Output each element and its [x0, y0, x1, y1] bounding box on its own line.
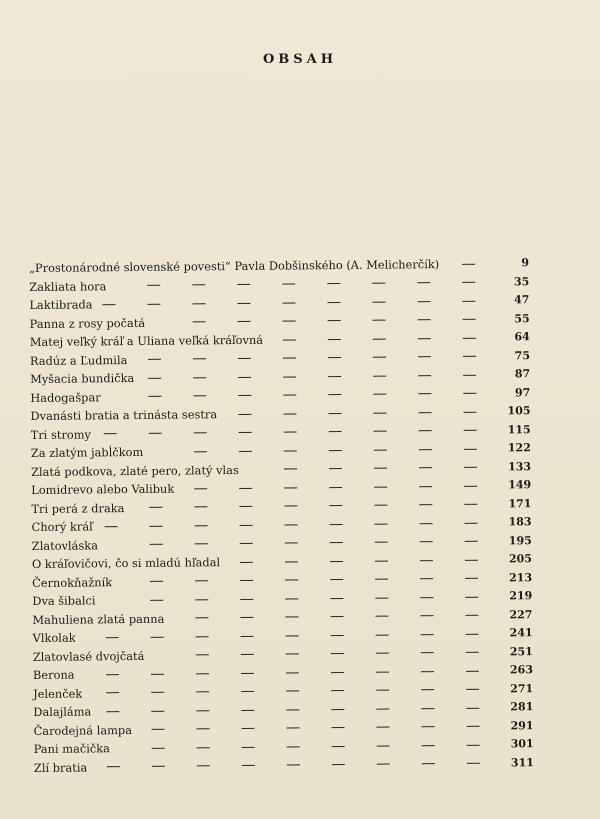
leader-dash — [196, 673, 209, 674]
toc-entry — [34, 754, 534, 777]
leader-dash — [464, 467, 477, 468]
leader-dash — [147, 303, 160, 304]
leader-dash — [418, 412, 431, 413]
leader-dash — [331, 709, 344, 710]
leader-dash — [330, 542, 343, 543]
leader-dash — [466, 652, 479, 653]
leader-dash — [422, 745, 435, 746]
leader-dash — [375, 597, 388, 598]
leader-dash — [287, 746, 300, 747]
leader-dash — [241, 710, 254, 711]
toc-page-number: 47 — [514, 293, 530, 307]
toc-page-number: 97 — [514, 385, 531, 399]
leader-dash — [242, 765, 255, 766]
leader-dash — [375, 523, 388, 524]
leader-dash — [466, 707, 479, 708]
leader-dash — [282, 284, 295, 285]
toc-entry-title: Berona — [32, 667, 75, 682]
leader-dash — [242, 728, 255, 729]
toc-entry-title: Chorý kráľ — [31, 519, 93, 534]
leader-dash — [239, 451, 252, 452]
toc-entry-title: Dva šibalci — [32, 593, 96, 608]
leader-dash — [329, 450, 342, 451]
leader-dash — [238, 395, 251, 396]
leader-dash — [420, 541, 433, 542]
toc-page-number: 195 — [508, 533, 532, 547]
leader-dash — [419, 467, 432, 468]
leader-dash — [374, 468, 387, 469]
leader-dash — [421, 652, 434, 653]
leader-dash — [466, 633, 479, 634]
leader-dash — [237, 284, 250, 285]
leader-dash — [375, 542, 388, 543]
leader-dash — [463, 319, 476, 320]
leader-dash — [328, 413, 341, 414]
leader-dash — [464, 485, 477, 486]
leader-dash — [192, 285, 205, 286]
leader-dash — [284, 506, 297, 507]
leader-dash — [373, 338, 386, 339]
toc-entry-title: Tri perá z draka — [31, 500, 125, 516]
toc-page-number: 227 — [509, 607, 533, 621]
leader-dash — [194, 433, 207, 434]
toc-entry-title: O kráľovičovi, čo si mladú hľadal — [31, 555, 221, 571]
leader-dash — [373, 394, 386, 395]
leader-dash — [422, 763, 435, 764]
leader-dash — [241, 654, 254, 655]
leader-dash — [377, 764, 390, 765]
leader-dash — [374, 449, 387, 450]
toc-page-number: 291 — [510, 718, 534, 732]
leader-dash — [328, 339, 341, 340]
leader-dash — [418, 356, 431, 357]
leader-dash — [240, 599, 253, 600]
leader-dash — [419, 486, 432, 487]
leader-dash — [417, 282, 430, 283]
toc-page-number: 281 — [510, 700, 534, 714]
leader-dash — [376, 634, 389, 635]
leader-dash — [240, 580, 253, 581]
leader-dash — [463, 374, 476, 375]
leader-dash — [197, 747, 210, 748]
leader-dash — [465, 522, 478, 523]
leader-dash — [194, 488, 207, 489]
toc-page-number: 263 — [509, 663, 534, 677]
leader-dash — [240, 543, 253, 544]
leader-dash — [330, 524, 343, 525]
leader-dash — [151, 673, 164, 674]
leader-dash — [150, 525, 163, 526]
leader-dash — [104, 433, 117, 434]
leader-dash — [376, 671, 389, 672]
toc-entry-title: Tri stromy — [30, 426, 92, 442]
leader-dash — [328, 320, 341, 321]
leader-dash — [373, 320, 386, 321]
leader-dash — [330, 598, 343, 599]
leader-dash — [467, 763, 480, 764]
toc-page-number: 219 — [509, 589, 533, 603]
toc-page-number: 55 — [514, 311, 530, 325]
leader-dash — [421, 708, 434, 709]
toc-entry-title: Dalajláma — [33, 704, 92, 719]
toc-entry-title: Vlkolak — [32, 630, 76, 645]
leader-dash — [151, 710, 164, 711]
leader-dash — [374, 505, 387, 506]
leader-dash — [420, 578, 433, 579]
toc-page-number: 183 — [508, 515, 532, 529]
leader-dash — [329, 468, 342, 469]
toc-leader-dashes — [462, 255, 475, 274]
leader-dash — [463, 393, 476, 394]
leader-dash — [106, 692, 119, 693]
toc-entry-title: Zlí bratia — [33, 759, 88, 775]
leader-dash — [196, 655, 209, 656]
leader-dash — [377, 745, 390, 746]
leader-dash — [375, 579, 388, 580]
toc-page-number: 133 — [507, 459, 532, 473]
leader-dash — [421, 689, 434, 690]
leader-dash — [286, 672, 299, 673]
leader-dash — [106, 674, 119, 675]
toc-entry-title: Dvanásti bratia a trinásta sestra — [30, 407, 218, 423]
leader-dash — [418, 319, 431, 320]
leader-dash — [283, 321, 296, 322]
leader-dash — [239, 432, 252, 433]
leader-dash — [192, 303, 205, 304]
leader-dash — [148, 377, 161, 378]
leader-dash — [331, 672, 344, 673]
table-of-contents — [29, 254, 534, 777]
leader-dash — [106, 711, 119, 712]
leader-dash — [419, 449, 432, 450]
leader-dash — [285, 617, 298, 618]
toc-page-number: 241 — [509, 626, 533, 640]
leader-dash — [197, 766, 210, 767]
leader-dash — [332, 727, 345, 728]
leader-dash — [465, 559, 478, 560]
leader-dash — [330, 616, 343, 617]
leader-dash — [283, 376, 296, 377]
leader-dash — [283, 395, 296, 396]
toc-page-number: 213 — [509, 570, 533, 584]
leader-dash — [376, 708, 389, 709]
leader-dash — [152, 747, 165, 748]
leader-dash — [284, 469, 297, 470]
leader-dash — [147, 285, 160, 286]
leader-dash — [377, 727, 390, 728]
toc-page-number: 35 — [513, 274, 530, 288]
toc-entry-title: Lomidrevo alebo Valibuk — [31, 481, 175, 497]
toc-entry-title: Zlatovláska — [31, 537, 99, 553]
leader-dash — [285, 543, 298, 544]
leader-dash — [331, 653, 344, 654]
toc-entry-title: Jelenček — [33, 686, 83, 701]
toc-leader-dashes — [238, 403, 476, 424]
leader-dash — [195, 544, 208, 545]
leader-dash — [375, 560, 388, 561]
toc-entry-title: Radúz a Ľudmila — [29, 352, 128, 368]
leader-dash — [195, 599, 208, 600]
leader-dash — [150, 599, 163, 600]
toc-entry-title: Čarodejná lampa — [33, 722, 133, 738]
leader-dash — [195, 581, 208, 582]
leader-dash — [328, 394, 341, 395]
leader-dash — [194, 507, 207, 508]
leader-dash — [286, 635, 299, 636]
leader-dash — [421, 671, 434, 672]
leader-dash — [286, 691, 299, 692]
leader-dash — [372, 283, 385, 284]
toc-entry-title: Myšacia bundička — [30, 370, 135, 386]
leader-dash — [376, 653, 389, 654]
leader-dash — [148, 359, 161, 360]
leader-dash — [332, 746, 345, 747]
leader-dash — [462, 300, 475, 301]
leader-dash — [238, 377, 251, 378]
leader-dash — [462, 263, 475, 264]
toc-entry-title: Hadogašpar — [30, 389, 101, 405]
leader-dash — [241, 673, 254, 674]
leader-dash — [193, 359, 206, 360]
leader-dash — [421, 634, 434, 635]
leader-dash — [285, 598, 298, 599]
leader-dash — [376, 690, 389, 691]
leader-dash — [284, 432, 297, 433]
leader-dash — [467, 744, 480, 745]
toc-entry-title: Mahuliena zlatá panna — [32, 611, 165, 627]
leader-dash — [330, 561, 343, 562]
leader-dash — [149, 507, 162, 508]
leader-dash — [151, 692, 164, 693]
leader-dash — [193, 322, 206, 323]
toc-page-number: 115 — [507, 422, 531, 436]
leader-dash — [237, 303, 250, 304]
leader-dash — [283, 413, 296, 414]
leader-dash — [240, 617, 253, 618]
leader-dash — [372, 301, 385, 302]
leader-dash — [327, 283, 340, 284]
leader-dash — [329, 487, 342, 488]
leader-dash — [107, 766, 120, 767]
leader-dash — [329, 431, 342, 432]
leader-dash — [332, 764, 345, 765]
leader-dash — [193, 396, 206, 397]
leader-dash — [330, 579, 343, 580]
leader-dash — [373, 412, 386, 413]
toc-page-number: 311 — [510, 755, 534, 769]
leader-dash — [419, 504, 432, 505]
leader-dash — [465, 578, 478, 579]
toc-entry-title: Zlatovlasé dvojčatá — [32, 648, 145, 664]
toc-entry-title: Panna z rosy počatá — [29, 315, 146, 331]
leader-dash — [327, 302, 340, 303]
leader-dash — [463, 356, 476, 357]
leader-dash — [418, 338, 431, 339]
leader-dash — [150, 581, 163, 582]
leader-dash — [417, 301, 430, 302]
leader-dash — [284, 450, 297, 451]
leader-dash — [150, 544, 163, 545]
leader-dash — [282, 302, 295, 303]
toc-page-number: 301 — [510, 737, 534, 751]
toc-page-number: 87 — [514, 367, 531, 381]
leader-dash — [149, 433, 162, 434]
leader-dash — [465, 615, 478, 616]
leader-dash — [286, 709, 299, 710]
leader-dash — [285, 524, 298, 525]
leader-dash — [331, 635, 344, 636]
toc-page-number: 122 — [507, 441, 531, 455]
leader-dash — [422, 726, 435, 727]
leader-dash — [283, 339, 296, 340]
toc-page-number: 205 — [508, 552, 532, 566]
leader-dash — [462, 282, 475, 283]
leader-dash — [418, 393, 431, 394]
leader-dash — [194, 451, 207, 452]
toc-page-number: 271 — [510, 681, 534, 695]
leader-dash — [148, 396, 161, 397]
leader-dash — [287, 728, 300, 729]
leader-dash — [193, 377, 206, 378]
leader-dash — [196, 710, 209, 711]
toc-page-number: 149 — [508, 478, 532, 492]
leader-dash — [419, 430, 432, 431]
leader-dash — [465, 596, 478, 597]
leader-dash — [374, 486, 387, 487]
leader-dash — [285, 561, 298, 562]
leader-dash — [195, 618, 208, 619]
leader-dash — [106, 637, 119, 638]
leader-dash — [195, 525, 208, 526]
toc-page-number: 171 — [508, 496, 532, 510]
toc-leader-dashes — [107, 754, 480, 776]
toc-entry-title: Matej veľký kráľ a Uliana veľká kráľovná — [29, 332, 264, 349]
leader-dash — [466, 670, 479, 671]
leader-dash — [102, 304, 115, 305]
leader-dash — [466, 689, 479, 690]
leader-dash — [151, 636, 164, 637]
leader-dash — [285, 580, 298, 581]
toc-entry-title: Zlatá podkova, zlaté pero, zlatý vlas — [30, 462, 239, 479]
leader-dash — [420, 560, 433, 561]
leader-dash — [418, 375, 431, 376]
toc-page-number: 9 — [521, 256, 530, 270]
toc-entry-title: Zakliata hora — [29, 278, 107, 294]
page-title: OBSAH — [262, 52, 338, 67]
leader-dash — [152, 729, 165, 730]
leader-dash — [242, 747, 255, 748]
leader-dash — [196, 692, 209, 693]
leader-dash — [239, 488, 252, 489]
leader-dash — [374, 431, 387, 432]
leader-dash — [373, 375, 386, 376]
toc-leader-dashes — [284, 458, 477, 478]
toc-entry-title: Černokňažník — [32, 574, 113, 590]
leader-dash — [420, 615, 433, 616]
leader-dash — [238, 358, 251, 359]
leader-dash — [286, 654, 299, 655]
leader-dash — [152, 766, 165, 767]
leader-dash — [105, 526, 118, 527]
toc-page-number: 75 — [514, 348, 531, 362]
leader-dash — [239, 506, 252, 507]
toc-entry-title: Pani mačička — [33, 741, 111, 756]
leader-dash — [196, 636, 209, 637]
leader-dash — [464, 448, 477, 449]
leader-dash — [331, 690, 344, 691]
leader-dash — [241, 636, 254, 637]
leader-dash — [464, 504, 477, 505]
toc-page-number: 251 — [509, 644, 533, 658]
toc-page-number: 105 — [507, 404, 531, 418]
leader-dash — [375, 616, 388, 617]
leader-dash — [329, 505, 342, 506]
leader-dash — [328, 376, 341, 377]
leader-dash — [240, 525, 253, 526]
leader-dash — [463, 337, 476, 338]
leader-dash — [464, 430, 477, 431]
leader-dash — [283, 358, 296, 359]
leader-dash — [287, 765, 300, 766]
toc-page-number: 64 — [514, 330, 530, 344]
leader-dash — [284, 487, 297, 488]
leader-dash — [197, 729, 210, 730]
leader-dash — [241, 691, 254, 692]
toc-leader-dashes — [283, 329, 476, 349]
toc-leader-dashes — [240, 551, 478, 572]
leader-dash — [328, 357, 341, 358]
leader-dash — [240, 562, 253, 563]
toc-entry-title: Za zlatým jabĺčkom — [30, 444, 144, 460]
leader-dash — [238, 414, 251, 415]
leader-dash — [467, 726, 480, 727]
leader-dash — [238, 321, 251, 322]
toc-entry-title: Laktibrada — [29, 297, 93, 312]
leader-dash — [420, 523, 433, 524]
leader-dash — [420, 597, 433, 598]
leader-dash — [463, 411, 476, 412]
leader-dash — [465, 541, 478, 542]
toc-entry-title: „Prostonárodné slovenské povesti“ Pavla Dobšinského (A. Melicherčík) — [29, 257, 440, 275]
leader-dash — [373, 357, 386, 358]
